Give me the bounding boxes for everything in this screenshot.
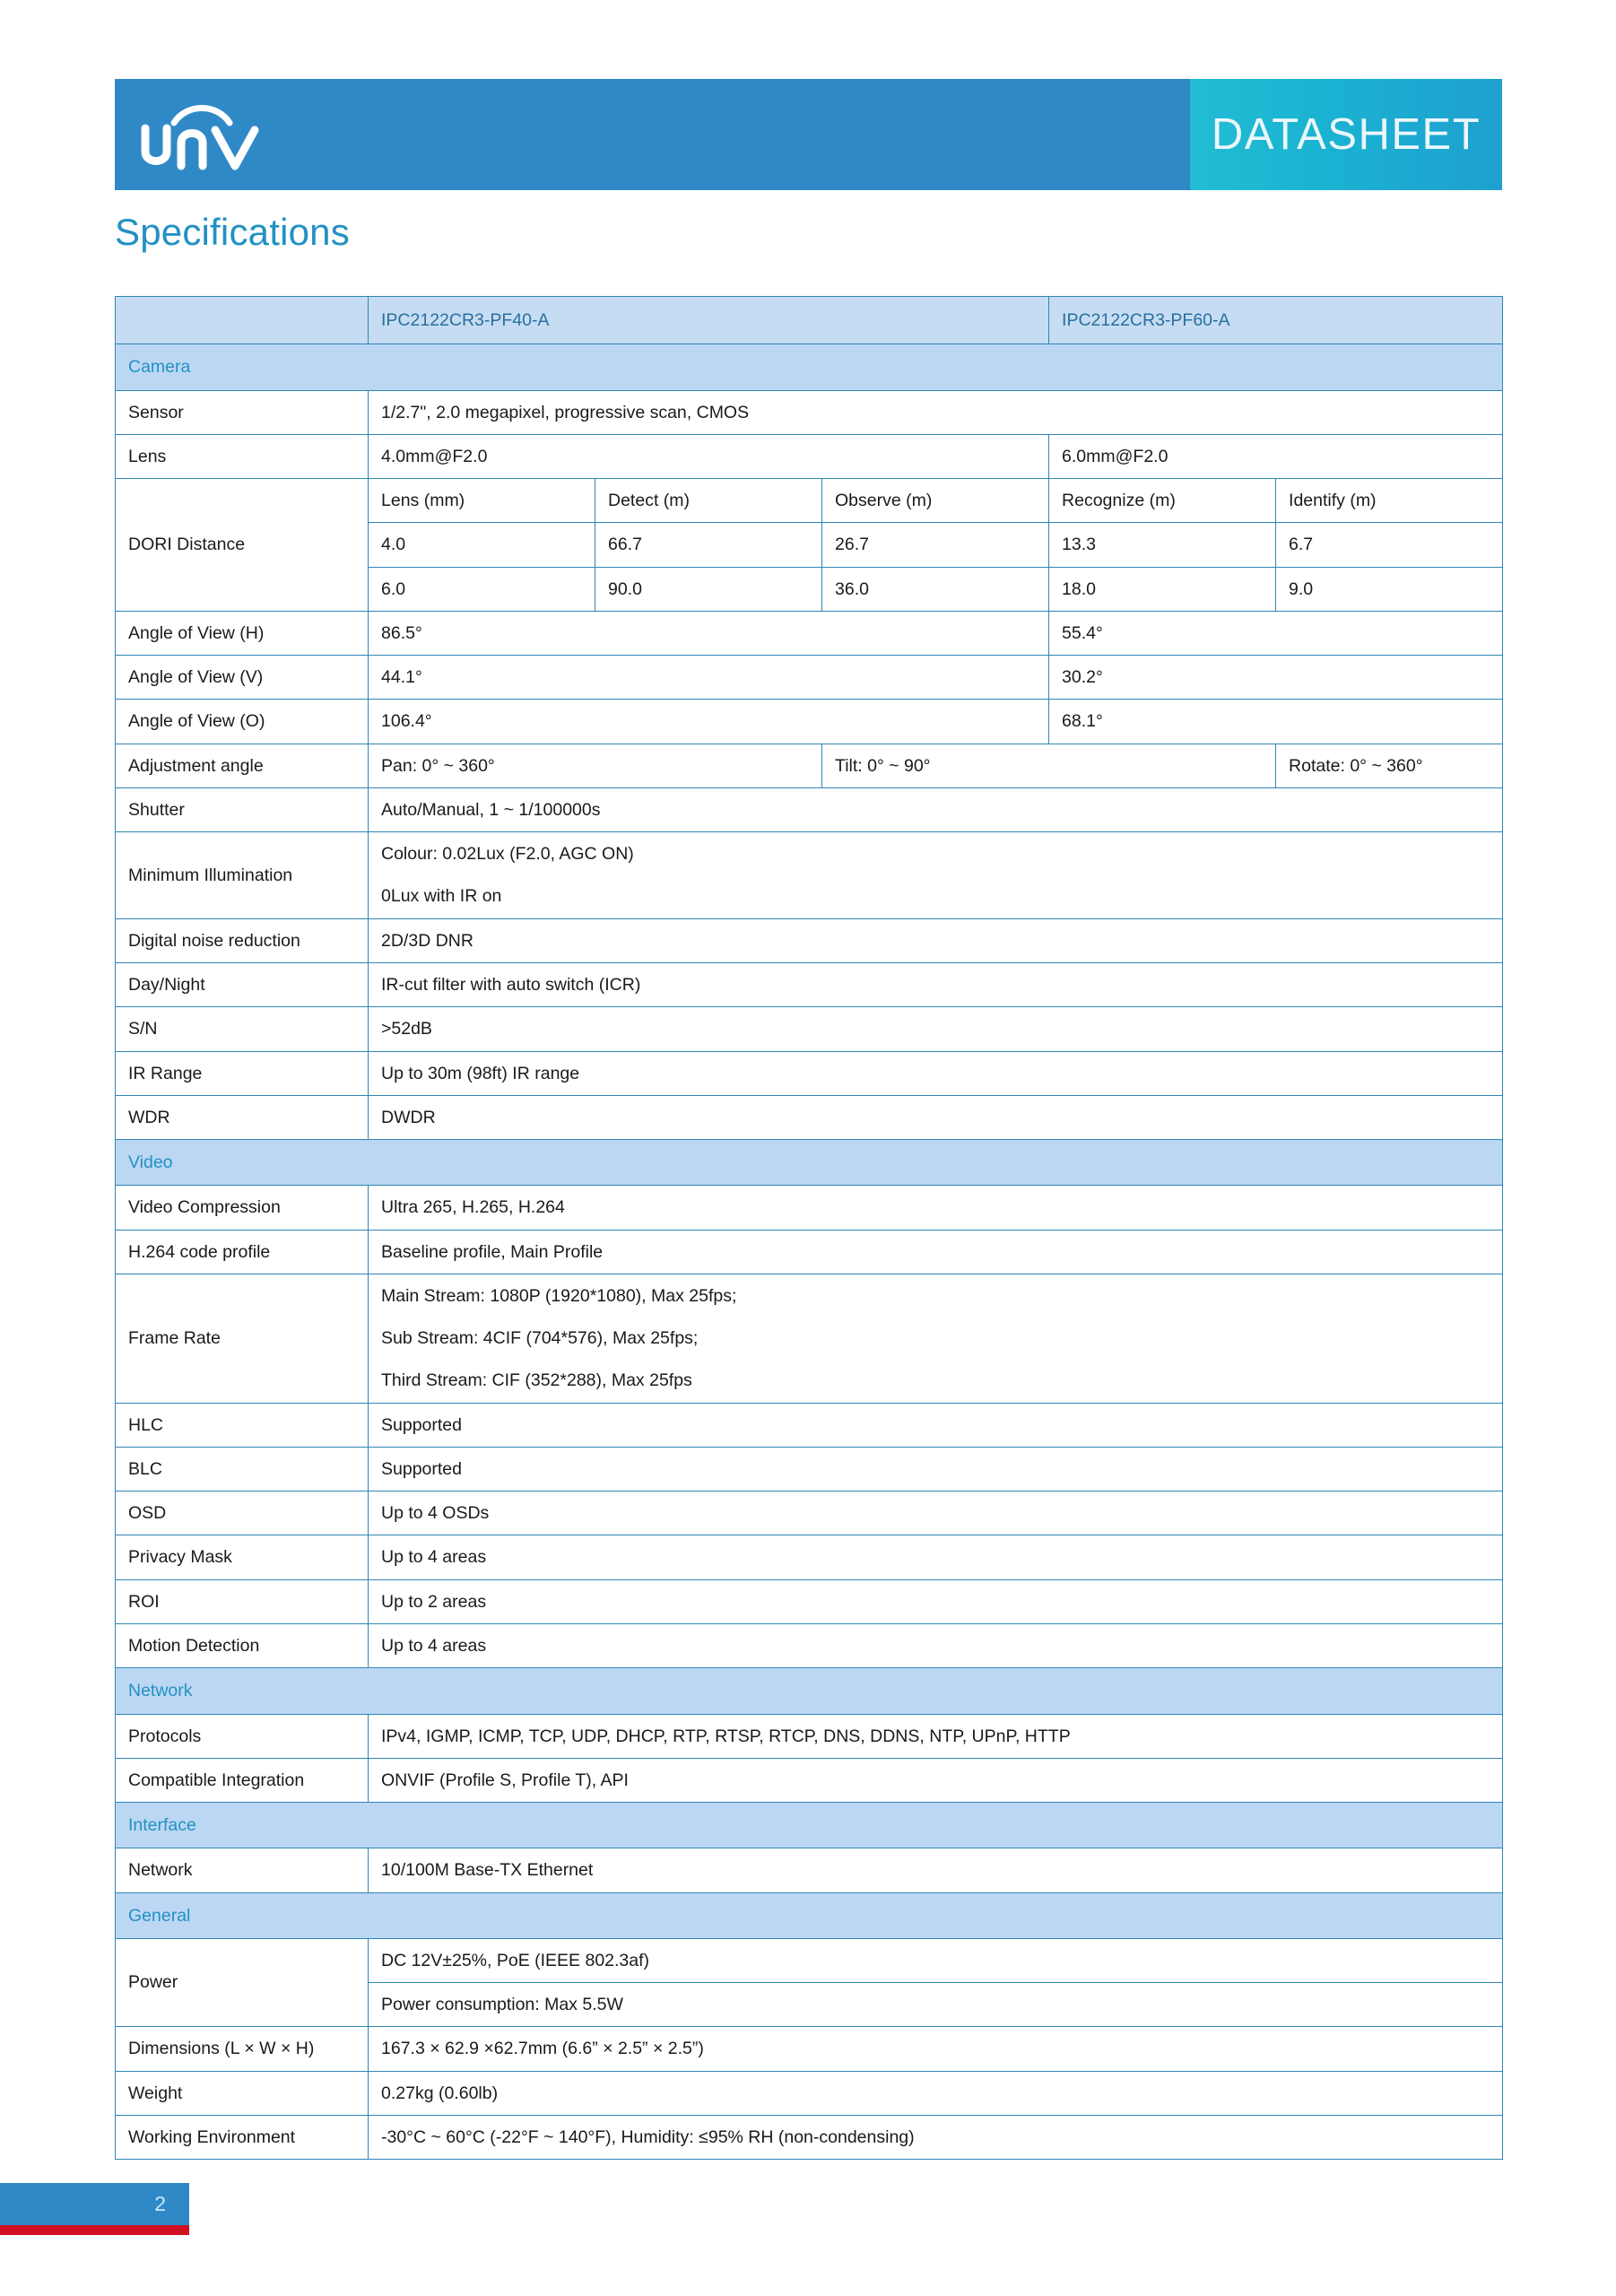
table-row	[116, 1447, 1503, 1491]
row-label-motion-detection: Motion Detection	[116, 1623, 369, 1667]
row-value-snr: >52dB	[369, 1007, 1503, 1051]
table-row	[116, 2027, 1503, 2071]
row-label-dori-distance: DORI Distance	[116, 479, 369, 612]
row-label-hlc: HLC	[116, 1403, 369, 1447]
dori-header-recognize: Recognize (m)	[1049, 479, 1276, 523]
table-row	[116, 1007, 1503, 1051]
row-label-network-interface: Network	[116, 1848, 369, 1892]
min-illumination-line-2: 0Lux with IR on	[381, 886, 502, 907]
table-row	[116, 962, 1503, 1006]
row-value-lens-1: 4.0mm@F2.0	[369, 434, 1049, 478]
table-row	[116, 1186, 1503, 1230]
datasheet-banner	[1190, 79, 1502, 190]
dori-header-observe: Observe (m)	[822, 479, 1049, 523]
row-value-wdr: DWDR	[369, 1095, 1503, 1139]
section-header-general	[116, 1892, 1503, 1938]
table-row	[116, 1758, 1503, 1802]
table-row	[116, 1848, 1503, 1892]
row-label-lens: Lens	[116, 434, 369, 478]
table-row	[116, 832, 1503, 919]
row-label-working-environment: Working Environment	[116, 2115, 369, 2159]
table-row	[116, 1579, 1503, 1623]
row-label-angle-of-view-o: Angle of View (O)	[116, 700, 369, 744]
adjustment-tilt: Tilt: 0° ~ 90°	[822, 744, 1276, 787]
row-label-day-night: Day/Night	[116, 962, 369, 1006]
section-label-camera: Camera	[116, 344, 1503, 390]
row-label-wdr: WDR	[116, 1095, 369, 1139]
row-label-h264-code-profile: H.264 code profile	[116, 1230, 369, 1274]
row-label-compatible-integration: Compatible Integration	[116, 1758, 369, 1802]
row-value-aov-o-2: 68.1°	[1049, 700, 1503, 744]
min-illumination-line-1: Colour: 0.02Lux (F2.0, AGC ON)	[381, 844, 634, 865]
table-row	[116, 1938, 1503, 1982]
footer-page-bar	[0, 2183, 189, 2225]
row-value-weight: 0.27kg (0.60lb)	[369, 2071, 1503, 2115]
row-value-osd: Up to 4 OSDs	[369, 1492, 1503, 1535]
row-label-angle-of-view-h: Angle of View (H)	[116, 611, 369, 655]
table-row	[116, 1535, 1503, 1579]
row-label-video-compression: Video Compression	[116, 1186, 369, 1230]
specifications-table	[115, 296, 1503, 2160]
dori-cell: 26.7	[822, 523, 1049, 567]
table-row	[116, 1051, 1503, 1095]
row-value-aov-h-2: 55.4°	[1049, 611, 1503, 655]
row-label-ir-range: IR Range	[116, 1051, 369, 1095]
row-value-network-interface: 10/100M Base-TX Ethernet	[369, 1848, 1503, 1892]
row-value-compatible-integration: ONVIF (Profile S, Profile T), API	[369, 1758, 1503, 1802]
footer-page-number: 2	[154, 2192, 166, 2215]
row-value-day-night: IR-cut filter with auto switch (ICR)	[369, 962, 1503, 1006]
page-header-banner	[115, 79, 1502, 190]
table-row	[116, 1623, 1503, 1667]
row-value-power-line-2: Power consumption: Max 5.5W	[369, 1983, 1503, 2027]
dori-cell: 18.0	[1049, 567, 1276, 611]
table-row	[116, 744, 1503, 787]
dori-cell: 6.0	[369, 567, 595, 611]
row-value-privacy-mask: Up to 4 areas	[369, 1535, 1503, 1579]
row-value-power-line-1: DC 12V±25%, PoE (IEEE 802.3af)	[369, 1938, 1503, 1982]
table-row	[116, 2071, 1503, 2115]
dori-header-identify: Identify (m)	[1276, 479, 1503, 523]
row-label-digital-noise-reduction: Digital noise reduction	[116, 918, 369, 962]
row-value-dimensions: 167.3 × 62.9 ×62.7mm (6.6” × 2.5” × 2.5”)	[369, 2027, 1503, 2071]
section-header-video	[116, 1140, 1503, 1186]
row-value-blc: Supported	[369, 1447, 1503, 1491]
row-value-motion-detection: Up to 4 areas	[369, 1623, 1503, 1667]
datasheet-label: DATASHEET	[1211, 109, 1481, 159]
frame-rate-line-3: Third Stream: CIF (352*288), Max 25fps	[381, 1370, 692, 1391]
table-row	[116, 787, 1503, 831]
table-row	[116, 1403, 1503, 1447]
row-value-minimum-illumination	[369, 832, 1503, 919]
row-label-minimum-illumination: Minimum Illumination	[116, 832, 369, 919]
table-row	[116, 1714, 1503, 1758]
row-value-sensor: 1/2.7", 2.0 megapixel, progressive scan, CMOS	[369, 390, 1503, 434]
table-row	[116, 2115, 1503, 2159]
section-header-camera	[116, 344, 1503, 390]
row-value-roi: Up to 2 areas	[369, 1579, 1503, 1623]
section-header-network	[116, 1668, 1503, 1714]
header-brand-area	[115, 79, 1190, 190]
table-row	[116, 434, 1503, 478]
unv-logo-icon	[140, 96, 274, 173]
row-value-aov-h-1: 86.5°	[369, 611, 1049, 655]
row-value-video-compression: Ultra 265, H.265, H.264	[369, 1186, 1503, 1230]
row-label-frame-rate: Frame Rate	[116, 1274, 369, 1403]
dori-cell: 9.0	[1276, 567, 1503, 611]
row-label-roi: ROI	[116, 1579, 369, 1623]
row-value-ir-range: Up to 30m (98ft) IR range	[369, 1051, 1503, 1095]
section-label-video: Video	[116, 1140, 1503, 1186]
frame-rate-line-2: Sub Stream: 4CIF (704*576), Max 25fps;	[381, 1328, 699, 1349]
row-label-snr: S/N	[116, 1007, 369, 1051]
row-value-protocols: IPv4, IGMP, ICMP, TCP, UDP, DHCP, RTP, RTSP, RTCP, DNS, DDNS, NTP, UPnP, HTTP	[369, 1714, 1503, 1758]
row-value-frame-rate	[369, 1274, 1503, 1403]
frame-rate-line-1: Main Stream: 1080P (1920*1080), Max 25fps;	[381, 1285, 737, 1306]
section-label-interface: Interface	[116, 1803, 1503, 1848]
row-value-lens-2: 6.0mm@F2.0	[1049, 434, 1503, 478]
row-value-aov-v-2: 30.2°	[1049, 656, 1503, 700]
table-row	[116, 1095, 1503, 1139]
row-label-angle-of-view-v: Angle of View (V)	[116, 656, 369, 700]
dori-cell: 13.3	[1049, 523, 1276, 567]
adjustment-pan: Pan: 0° ~ 360°	[369, 744, 822, 787]
row-value-working-environment: -30°C ~ 60°C (-22°F ~ 140°F), Humidity: ≤95% RH (non-condensing)	[369, 2115, 1503, 2159]
row-value-aov-v-1: 44.1°	[369, 656, 1049, 700]
row-label-power: Power	[116, 1938, 369, 2027]
row-label-shutter: Shutter	[116, 787, 369, 831]
row-value-aov-o-1: 106.4°	[369, 700, 1049, 744]
row-value-digital-noise-reduction: 2D/3D DNR	[369, 918, 1503, 962]
table-row	[116, 1230, 1503, 1274]
product-model-1: IPC2122CR3-PF40-A	[369, 297, 1049, 344]
dori-cell: 36.0	[822, 567, 1049, 611]
table-row	[116, 390, 1503, 434]
row-label-osd: OSD	[116, 1492, 369, 1535]
dori-cell: 4.0	[369, 523, 595, 567]
row-label-dimensions: Dimensions (L × W × H)	[116, 2027, 369, 2071]
dori-cell: 66.7	[595, 523, 822, 567]
table-row	[116, 1492, 1503, 1535]
table-row	[116, 611, 1503, 655]
section-label-general: General	[116, 1892, 1503, 1938]
product-model-2: IPC2122CR3-PF60-A	[1049, 297, 1503, 344]
section-label-network: Network	[116, 1668, 1503, 1714]
table-row	[116, 1274, 1503, 1403]
dori-cell: 90.0	[595, 567, 822, 611]
row-value-hlc: Supported	[369, 1403, 1503, 1447]
section-header-interface	[116, 1803, 1503, 1848]
table-row	[116, 700, 1503, 744]
table-row	[116, 479, 1503, 523]
row-label-protocols: Protocols	[116, 1714, 369, 1758]
dori-cell: 6.7	[1276, 523, 1503, 567]
table-row	[116, 918, 1503, 962]
product-blank-cell	[116, 297, 369, 344]
row-label-sensor: Sensor	[116, 390, 369, 434]
row-value-h264-code-profile: Baseline profile, Main Profile	[369, 1230, 1503, 1274]
row-label-privacy-mask: Privacy Mask	[116, 1535, 369, 1579]
dori-header-lens: Lens (mm)	[369, 479, 595, 523]
footer-red-stripe	[0, 2225, 189, 2235]
table-row	[116, 656, 1503, 700]
table-row-products	[116, 297, 1503, 344]
row-label-adjustment-angle: Adjustment angle	[116, 744, 369, 787]
row-value-shutter: Auto/Manual, 1 ~ 1/100000s	[369, 787, 1503, 831]
dori-header-detect: Detect (m)	[595, 479, 822, 523]
page-title: Specifications	[115, 211, 350, 253]
adjustment-rotate: Rotate: 0° ~ 360°	[1276, 744, 1503, 787]
row-label-weight: Weight	[116, 2071, 369, 2115]
row-label-blc: BLC	[116, 1447, 369, 1491]
